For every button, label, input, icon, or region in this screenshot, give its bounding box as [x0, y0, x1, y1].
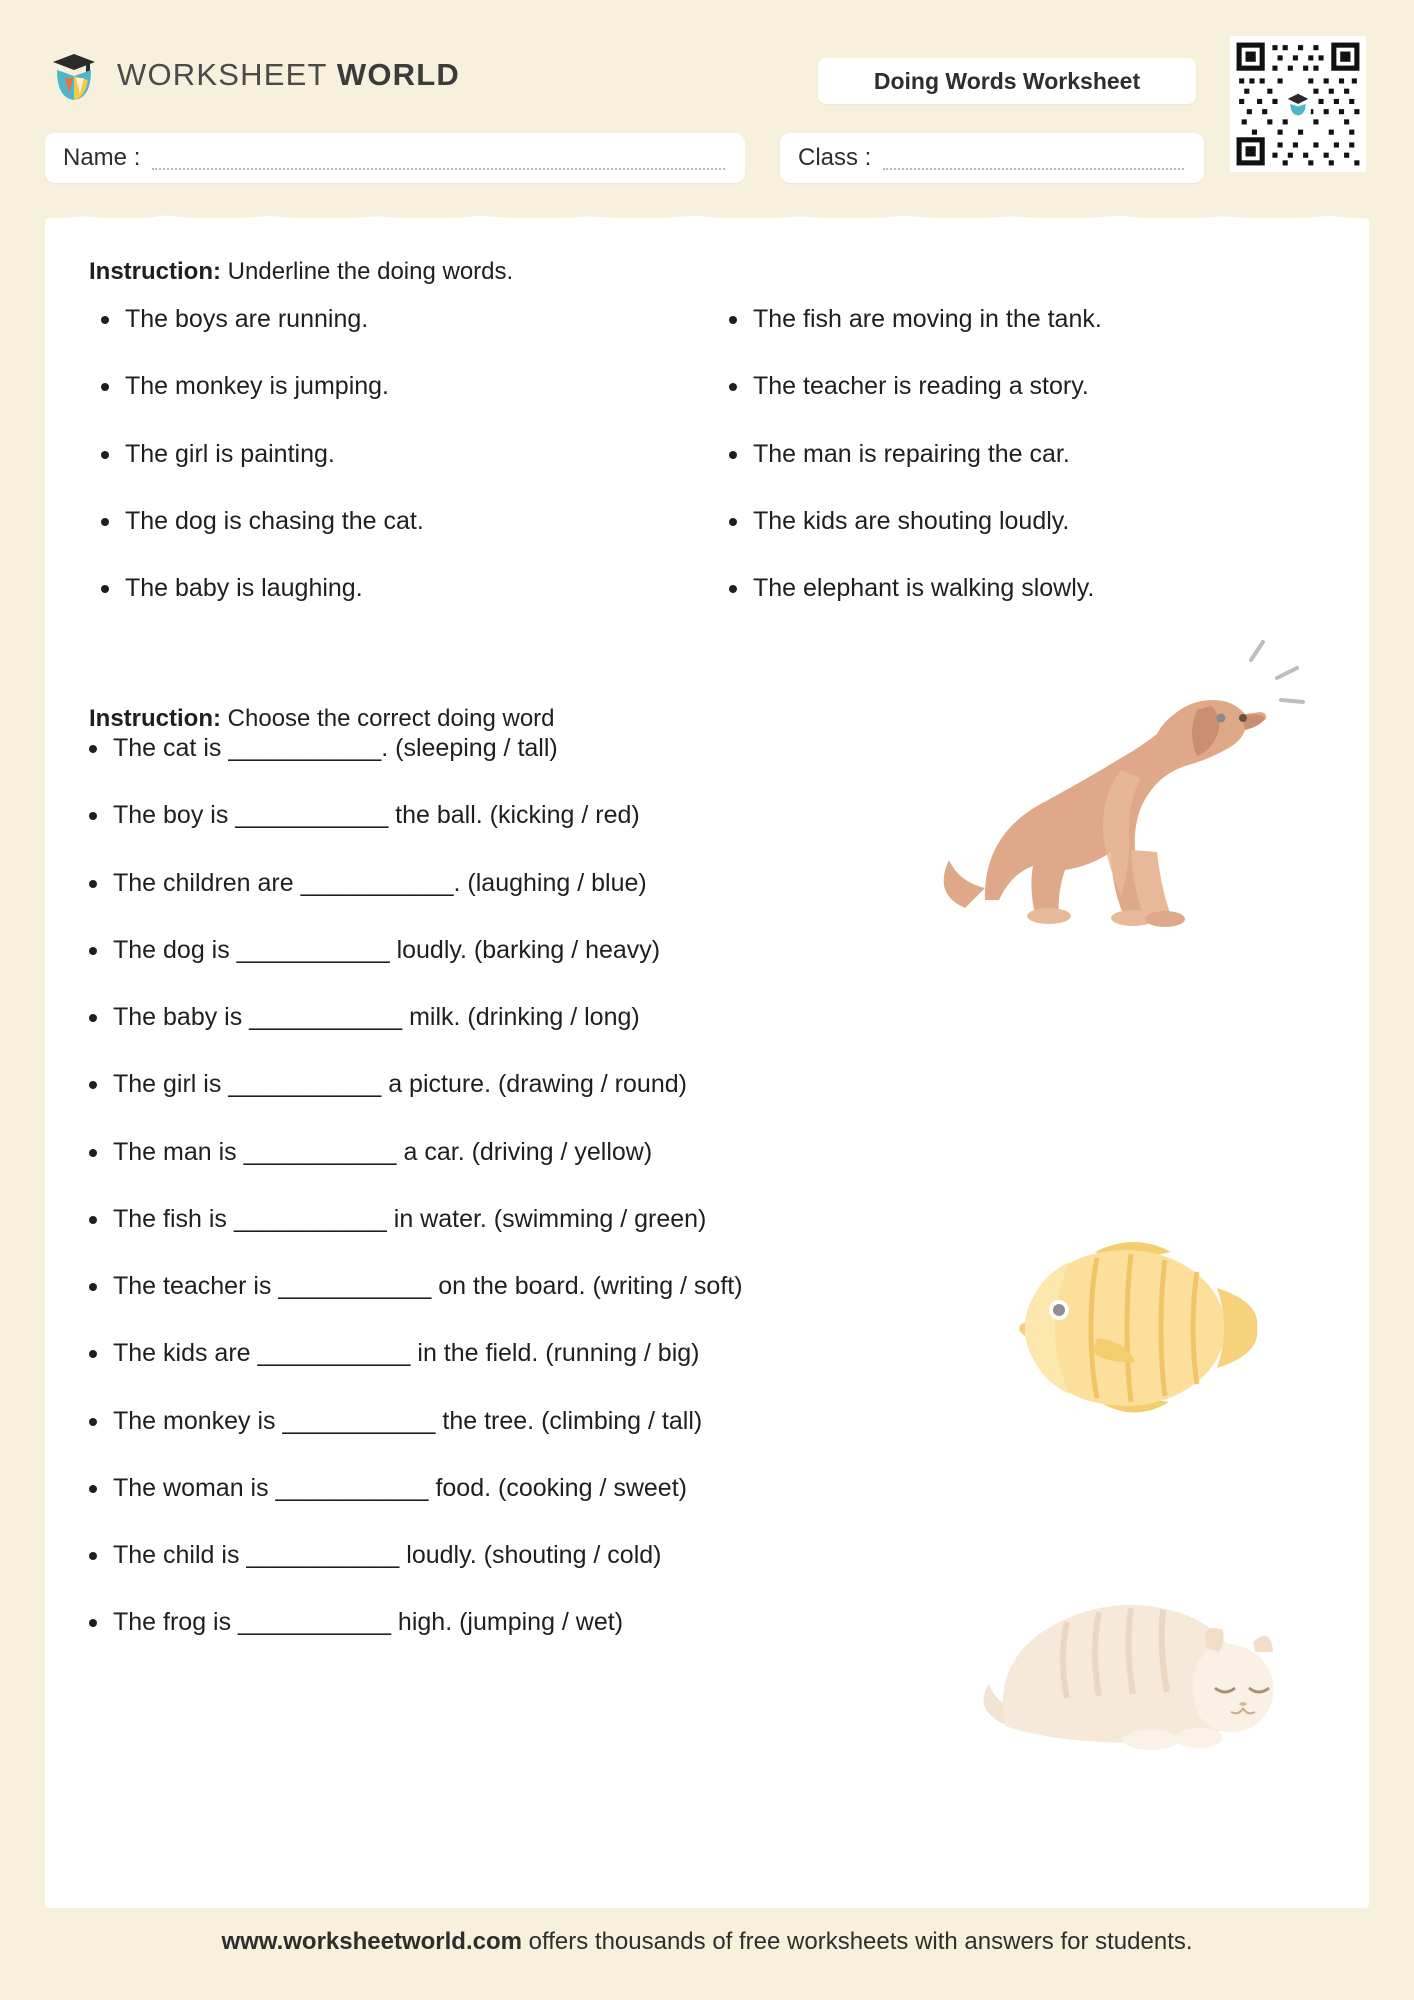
list-item[interactable]: The dog is ___________ loudly. (barking / heavy) [67, 935, 887, 966]
section-1-right-column [707, 304, 1347, 640]
list-item[interactable]: The girl is ___________ a picture. (drawing / round) [67, 1069, 887, 1100]
sleeping-cat-illustration-icon [975, 1548, 1295, 1778]
footer-site-link[interactable]: www.worksheetworld.com [221, 1928, 522, 1955]
name-field[interactable] [45, 133, 745, 183]
section-1-lists [67, 304, 1347, 640]
list-item[interactable]: The kids are shouting loudly. [707, 506, 1347, 537]
list-item[interactable]: The elephant is walking slowly. [707, 573, 1347, 604]
list-item[interactable]: The monkey is jumping. [67, 371, 707, 402]
list-item[interactable]: The cat is ___________. (sleeping / tall) [67, 733, 887, 764]
qr-code-icon[interactable] [1230, 36, 1366, 172]
list-item[interactable]: The kids are ___________ in the field. (running / big) [67, 1338, 887, 1369]
worksheet-title [818, 58, 1196, 104]
section-2-instruction-label: Instruction: [89, 705, 221, 732]
list-item[interactable]: The baby is ___________ milk. (drinking / long) [67, 1002, 887, 1033]
section-1-left-column [67, 304, 707, 640]
brand-name [117, 57, 460, 93]
page-header [0, 0, 1414, 171]
list-item[interactable]: The baby is laughing. [67, 573, 707, 604]
list-item[interactable]: The teacher is ___________ on the board. (writing / soft) [67, 1271, 887, 1302]
list-item[interactable]: The fish are moving in the tank. [707, 304, 1347, 335]
name-input[interactable] [152, 146, 725, 170]
worksheet-title-label: Doing Words Worksheet [873, 67, 1141, 94]
section-1-instruction-text: Underline the doing words. [227, 258, 514, 285]
footer [0, 1928, 1414, 1956]
section-1-instruction-label: Instruction: [89, 258, 221, 285]
list-item[interactable]: The fish is ___________ in water. (swimming / green) [67, 1204, 887, 1235]
brand-word-1: WORKSHEET [117, 57, 328, 92]
list-item[interactable]: The man is repairing the car. [707, 439, 1347, 470]
yellow-fish-illustration-icon [985, 1218, 1285, 1438]
list-item[interactable]: The woman is ___________ food. (cooking / sweet) [67, 1473, 887, 1504]
list-item[interactable]: The man is ___________ a car. (driving / yellow) [67, 1137, 887, 1168]
brand-word-2: WORLD [336, 57, 460, 92]
section-1 [67, 258, 1347, 640]
list-item[interactable]: The dog is chasing the cat. [67, 506, 707, 537]
graduation-cap-book-logo-icon [45, 46, 103, 104]
list-item[interactable]: The monkey is ___________ the tree. (climbing / tall) [67, 1406, 887, 1437]
class-input[interactable] [883, 146, 1184, 170]
list-item[interactable]: The children are ___________. (laughing / blue) [67, 868, 887, 899]
howling-dog-illustration-icon [925, 638, 1325, 978]
section-1-right-list [707, 304, 1347, 604]
list-item[interactable]: The frog is ___________ high. (jumping / wet) [67, 1607, 887, 1638]
list-item[interactable]: The boys are running. [67, 304, 707, 335]
footer-text: offers thousands of free worksheets with answers for students. [521, 1928, 1193, 1955]
list-item[interactable]: The child is ___________ loudly. (shouting / cold) [67, 1540, 887, 1571]
list-item[interactable]: The boy is ___________ the ball. (kicking / red) [67, 800, 887, 831]
brand [45, 46, 460, 104]
section-1-left-list [67, 304, 707, 604]
list-item[interactable]: The teacher is reading a story. [707, 371, 1347, 402]
section-1-instruction [67, 258, 1347, 286]
class-label: Class : [798, 144, 872, 171]
class-field[interactable] [780, 133, 1204, 183]
section-2-list [67, 733, 887, 1639]
worksheet-sheet [45, 218, 1369, 1908]
section-2-instruction-text: Choose the correct doing word [227, 705, 555, 732]
list-item[interactable]: The girl is painting. [67, 439, 707, 470]
name-label: Name : [63, 144, 141, 171]
